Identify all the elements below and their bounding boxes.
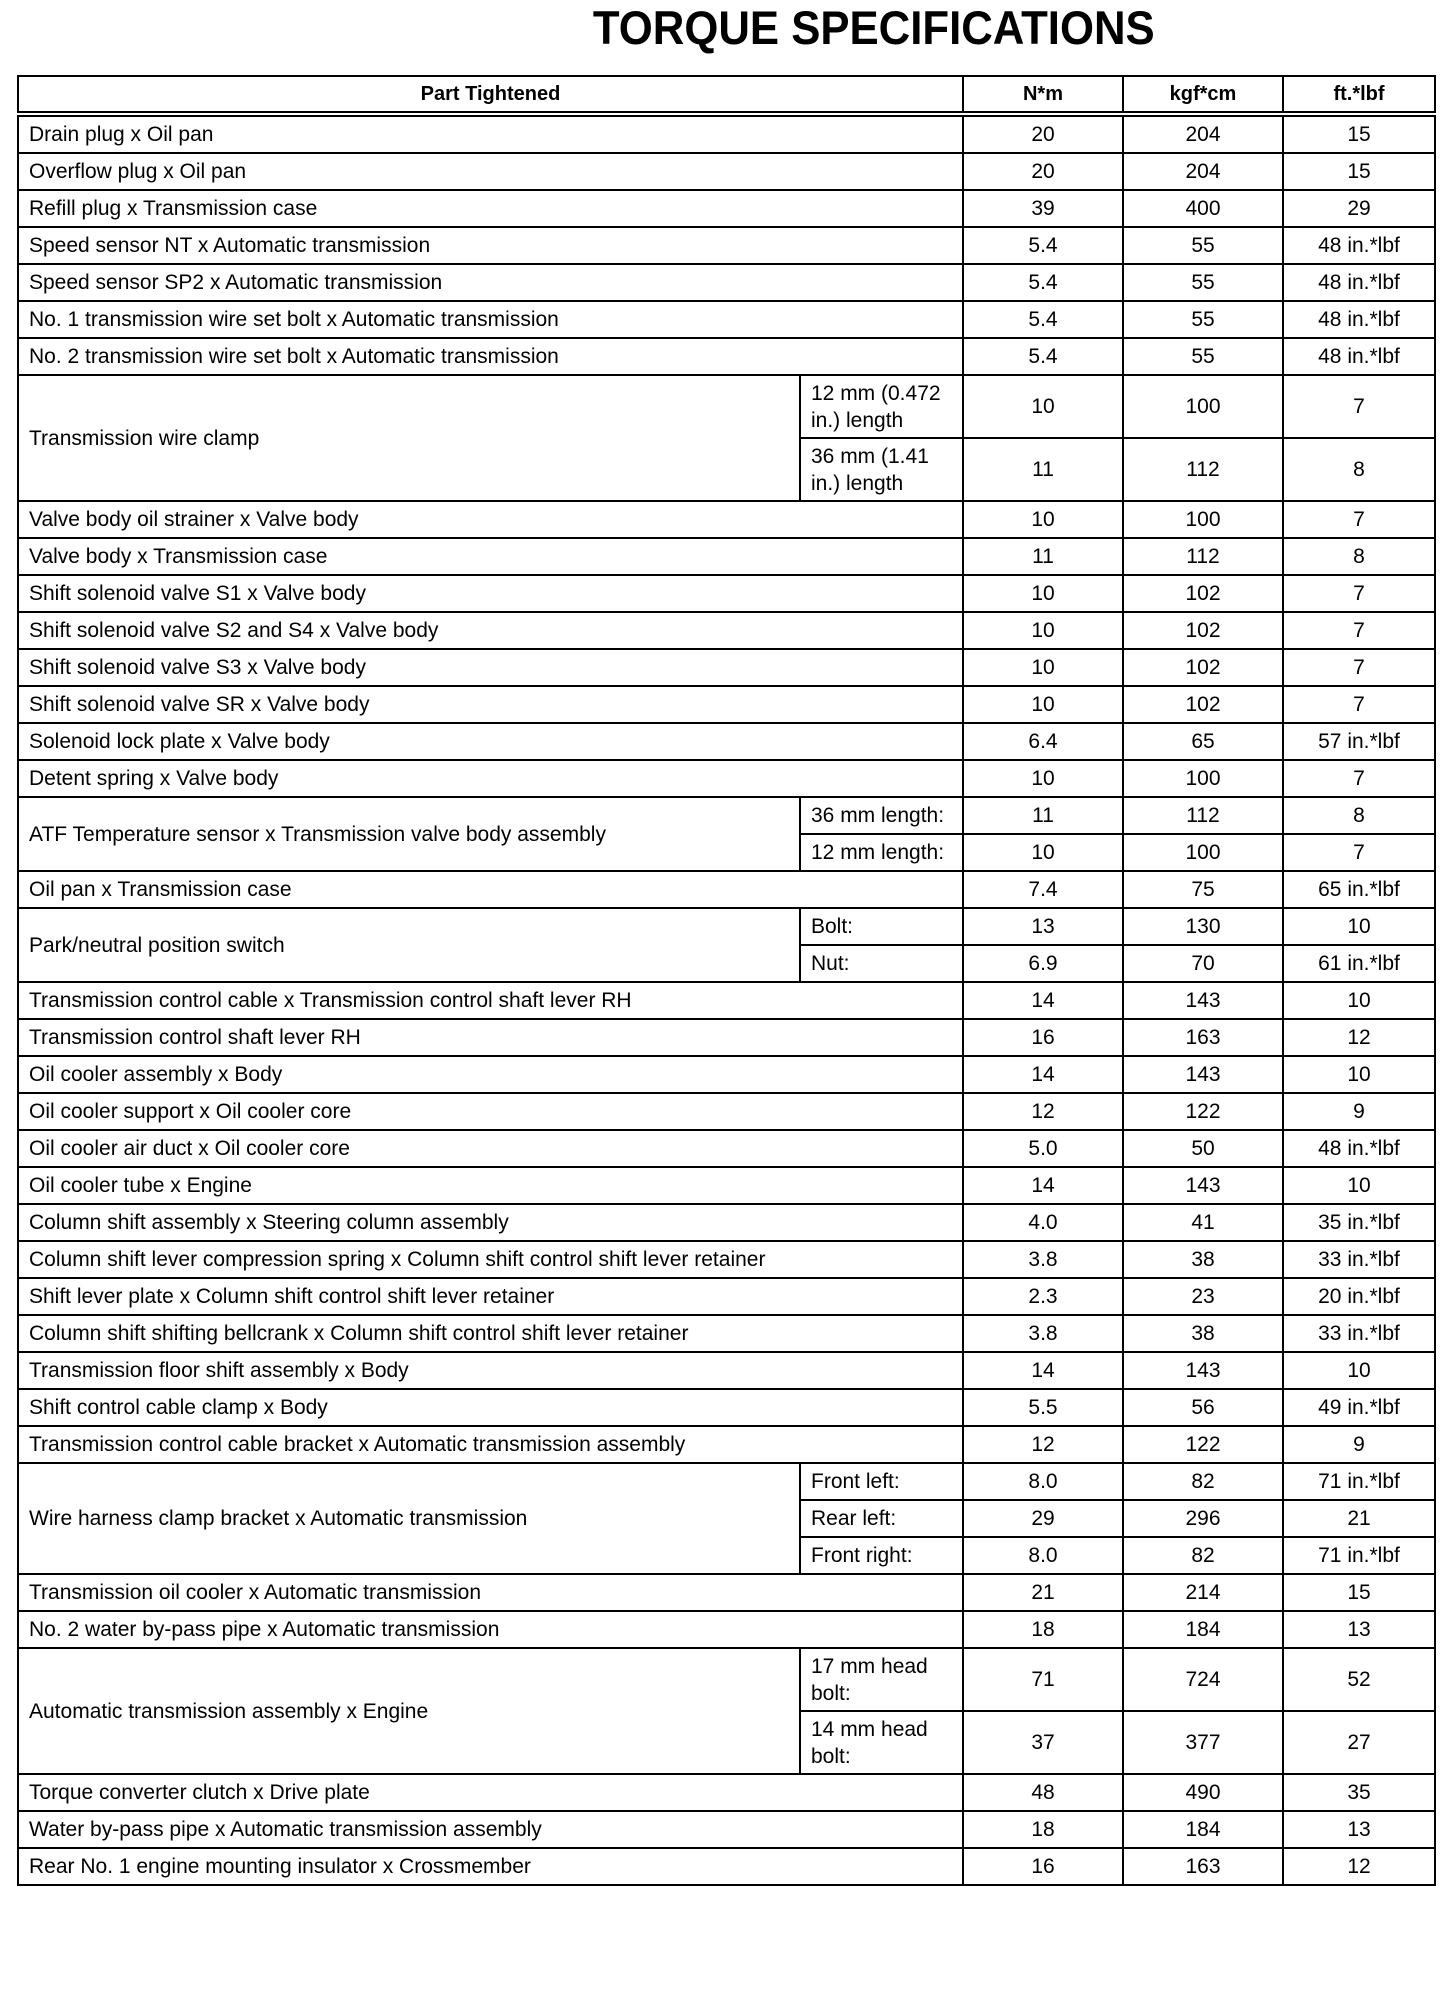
part-name-cell: Oil cooler support x Oil cooler core bbox=[18, 1093, 963, 1130]
kgf-cm-cell: 184 bbox=[1123, 1611, 1283, 1648]
ft-lbf-cell: 71 in.*lbf bbox=[1283, 1463, 1435, 1500]
sub-condition-cell: 17 mm head bolt: bbox=[800, 1648, 963, 1711]
part-name-cell: Oil cooler air duct x Oil cooler core bbox=[18, 1130, 963, 1167]
table-row bbox=[18, 1574, 1435, 1611]
table-row bbox=[18, 153, 1435, 190]
table-row bbox=[18, 501, 1435, 538]
ft-lbf-cell: 48 in.*lbf bbox=[1283, 264, 1435, 301]
kgf-cm-cell: 112 bbox=[1123, 797, 1283, 834]
table-row bbox=[18, 908, 1435, 945]
nm-cell: 10 bbox=[963, 649, 1123, 686]
ft-lbf-cell: 48 in.*lbf bbox=[1283, 338, 1435, 375]
torque-spec-table bbox=[17, 75, 1436, 1886]
ft-lbf-cell: 7 bbox=[1283, 649, 1435, 686]
part-name-cell: No. 2 water by-pass pipe x Automatic transmission bbox=[18, 1611, 963, 1648]
kgf-cm-cell: 122 bbox=[1123, 1426, 1283, 1463]
ft-lbf-cell: 65 in.*lbf bbox=[1283, 871, 1435, 908]
table-row bbox=[18, 686, 1435, 723]
nm-cell: 18 bbox=[963, 1611, 1123, 1648]
kgf-cm-cell: 102 bbox=[1123, 575, 1283, 612]
nm-cell: 12 bbox=[963, 1426, 1123, 1463]
header-ft-lbf: ft.*lbf bbox=[1283, 76, 1435, 114]
kgf-cm-cell: 296 bbox=[1123, 1500, 1283, 1537]
nm-cell: 8.0 bbox=[963, 1537, 1123, 1574]
kgf-cm-cell: 38 bbox=[1123, 1315, 1283, 1352]
part-name-cell: Transmission control cable bracket x Automatic transmission assembly bbox=[18, 1426, 963, 1463]
nm-cell: 20 bbox=[963, 114, 1123, 153]
table-row bbox=[18, 1389, 1435, 1426]
kgf-cm-cell: 55 bbox=[1123, 227, 1283, 264]
part-name-cell: Shift solenoid valve S1 x Valve body bbox=[18, 575, 963, 612]
part-name-cell: Torque converter clutch x Drive plate bbox=[18, 1774, 963, 1811]
nm-cell: 13 bbox=[963, 908, 1123, 945]
table-row bbox=[18, 190, 1435, 227]
sub-condition-cell: Nut: bbox=[800, 945, 963, 982]
kgf-cm-cell: 214 bbox=[1123, 1574, 1283, 1611]
table-row bbox=[18, 1611, 1435, 1648]
nm-cell: 39 bbox=[963, 190, 1123, 227]
table-row bbox=[18, 538, 1435, 575]
part-name-cell: Park/neutral position switch bbox=[18, 908, 800, 982]
nm-cell: 7.4 bbox=[963, 871, 1123, 908]
part-name-cell: Drain plug x Oil pan bbox=[18, 114, 963, 153]
table-row bbox=[18, 1463, 1435, 1500]
nm-cell: 11 bbox=[963, 797, 1123, 834]
kgf-cm-cell: 204 bbox=[1123, 114, 1283, 153]
table-row bbox=[18, 649, 1435, 686]
ft-lbf-cell: 71 in.*lbf bbox=[1283, 1537, 1435, 1574]
part-name-cell: Shift solenoid valve S3 x Valve body bbox=[18, 649, 963, 686]
part-name-cell: Valve body oil strainer x Valve body bbox=[18, 501, 963, 538]
part-name-cell: Automatic transmission assembly x Engine bbox=[18, 1648, 800, 1774]
nm-cell: 10 bbox=[963, 834, 1123, 871]
table-row bbox=[18, 1648, 1435, 1711]
kgf-cm-cell: 143 bbox=[1123, 1056, 1283, 1093]
table-row bbox=[18, 227, 1435, 264]
nm-cell: 21 bbox=[963, 1574, 1123, 1611]
ft-lbf-cell: 8 bbox=[1283, 438, 1435, 501]
ft-lbf-cell: 15 bbox=[1283, 153, 1435, 190]
ft-lbf-cell: 20 in.*lbf bbox=[1283, 1278, 1435, 1315]
nm-cell: 14 bbox=[963, 1167, 1123, 1204]
ft-lbf-cell: 7 bbox=[1283, 686, 1435, 723]
header-row bbox=[18, 76, 1435, 114]
kgf-cm-cell: 50 bbox=[1123, 1130, 1283, 1167]
ft-lbf-cell: 33 in.*lbf bbox=[1283, 1241, 1435, 1278]
part-name-cell: Oil pan x Transmission case bbox=[18, 871, 963, 908]
ft-lbf-cell: 7 bbox=[1283, 501, 1435, 538]
ft-lbf-cell: 13 bbox=[1283, 1611, 1435, 1648]
ft-lbf-cell: 27 bbox=[1283, 1711, 1435, 1774]
sub-condition-cell: Front left: bbox=[800, 1463, 963, 1500]
kgf-cm-cell: 112 bbox=[1123, 438, 1283, 501]
part-name-cell: Transmission control shaft lever RH bbox=[18, 1019, 963, 1056]
kgf-cm-cell: 38 bbox=[1123, 1241, 1283, 1278]
kgf-cm-cell: 102 bbox=[1123, 686, 1283, 723]
part-name-cell: Column shift lever compression spring x Column shift control shift lever retainer bbox=[18, 1241, 963, 1278]
kgf-cm-cell: 82 bbox=[1123, 1537, 1283, 1574]
nm-cell: 6.9 bbox=[963, 945, 1123, 982]
kgf-cm-cell: 184 bbox=[1123, 1811, 1283, 1848]
nm-cell: 4.0 bbox=[963, 1204, 1123, 1241]
kgf-cm-cell: 143 bbox=[1123, 982, 1283, 1019]
nm-cell: 5.0 bbox=[963, 1130, 1123, 1167]
nm-cell: 5.4 bbox=[963, 227, 1123, 264]
table-row bbox=[18, 871, 1435, 908]
nm-cell: 3.8 bbox=[963, 1315, 1123, 1352]
header-kgf-cm: kgf*cm bbox=[1123, 76, 1283, 114]
kgf-cm-cell: 70 bbox=[1123, 945, 1283, 982]
ft-lbf-cell: 15 bbox=[1283, 1574, 1435, 1611]
ft-lbf-cell: 21 bbox=[1283, 1500, 1435, 1537]
table-row bbox=[18, 301, 1435, 338]
table-row bbox=[18, 1278, 1435, 1315]
ft-lbf-cell: 48 in.*lbf bbox=[1283, 301, 1435, 338]
kgf-cm-cell: 122 bbox=[1123, 1093, 1283, 1130]
table-row bbox=[18, 1774, 1435, 1811]
part-name-cell: Transmission control cable x Transmission control shaft lever RH bbox=[18, 982, 963, 1019]
kgf-cm-cell: 55 bbox=[1123, 264, 1283, 301]
part-name-cell: No. 2 transmission wire set bolt x Automatic transmission bbox=[18, 338, 963, 375]
table-body bbox=[18, 114, 1435, 1885]
kgf-cm-cell: 102 bbox=[1123, 649, 1283, 686]
kgf-cm-cell: 204 bbox=[1123, 153, 1283, 190]
part-name-cell: Transmission oil cooler x Automatic transmission bbox=[18, 1574, 963, 1611]
kgf-cm-cell: 100 bbox=[1123, 375, 1283, 438]
part-name-cell: Water by-pass pipe x Automatic transmission assembly bbox=[18, 1811, 963, 1848]
table-row bbox=[18, 797, 1435, 834]
ft-lbf-cell: 10 bbox=[1283, 1167, 1435, 1204]
part-name-cell: Oil cooler tube x Engine bbox=[18, 1167, 963, 1204]
part-name-cell: ATF Temperature sensor x Transmission valve body assembly bbox=[18, 797, 800, 871]
part-name-cell: Column shift assembly x Steering column assembly bbox=[18, 1204, 963, 1241]
ft-lbf-cell: 10 bbox=[1283, 908, 1435, 945]
nm-cell: 18 bbox=[963, 1811, 1123, 1848]
nm-cell: 3.8 bbox=[963, 1241, 1123, 1278]
nm-cell: 10 bbox=[963, 612, 1123, 649]
ft-lbf-cell: 48 in.*lbf bbox=[1283, 227, 1435, 264]
ft-lbf-cell: 33 in.*lbf bbox=[1283, 1315, 1435, 1352]
nm-cell: 8.0 bbox=[963, 1463, 1123, 1500]
nm-cell: 14 bbox=[963, 1056, 1123, 1093]
header-nm: N*m bbox=[963, 76, 1123, 114]
ft-lbf-cell: 8 bbox=[1283, 538, 1435, 575]
part-name-cell: Transmission floor shift assembly x Body bbox=[18, 1352, 963, 1389]
sub-condition-cell: Bolt: bbox=[800, 908, 963, 945]
table-row bbox=[18, 1167, 1435, 1204]
ft-lbf-cell: 7 bbox=[1283, 612, 1435, 649]
nm-cell: 14 bbox=[963, 1352, 1123, 1389]
nm-cell: 2.3 bbox=[963, 1278, 1123, 1315]
kgf-cm-cell: 724 bbox=[1123, 1648, 1283, 1711]
table-row bbox=[18, 1093, 1435, 1130]
sub-condition-cell: 36 mm length: bbox=[800, 797, 963, 834]
ft-lbf-cell: 29 bbox=[1283, 190, 1435, 227]
kgf-cm-cell: 75 bbox=[1123, 871, 1283, 908]
table-row bbox=[18, 1426, 1435, 1463]
kgf-cm-cell: 41 bbox=[1123, 1204, 1283, 1241]
ft-lbf-cell: 9 bbox=[1283, 1426, 1435, 1463]
part-name-cell: Overflow plug x Oil pan bbox=[18, 153, 963, 190]
table-row bbox=[18, 723, 1435, 760]
part-name-cell: Speed sensor SP2 x Automatic transmission bbox=[18, 264, 963, 301]
ft-lbf-cell: 8 bbox=[1283, 797, 1435, 834]
ft-lbf-cell: 12 bbox=[1283, 1848, 1435, 1885]
part-name-cell: Shift solenoid valve S2 and S4 x Valve body bbox=[18, 612, 963, 649]
table-row bbox=[18, 1811, 1435, 1848]
nm-cell: 12 bbox=[963, 1093, 1123, 1130]
nm-cell: 10 bbox=[963, 760, 1123, 797]
table-row bbox=[18, 1019, 1435, 1056]
ft-lbf-cell: 15 bbox=[1283, 114, 1435, 153]
part-name-cell: Speed sensor NT x Automatic transmission bbox=[18, 227, 963, 264]
kgf-cm-cell: 130 bbox=[1123, 908, 1283, 945]
part-name-cell: Transmission wire clamp bbox=[18, 375, 800, 501]
table-row bbox=[18, 338, 1435, 375]
nm-cell: 16 bbox=[963, 1019, 1123, 1056]
ft-lbf-cell: 35 bbox=[1283, 1774, 1435, 1811]
part-name-cell: Detent spring x Valve body bbox=[18, 760, 963, 797]
nm-cell: 10 bbox=[963, 575, 1123, 612]
ft-lbf-cell: 12 bbox=[1283, 1019, 1435, 1056]
nm-cell: 16 bbox=[963, 1848, 1123, 1885]
part-name-cell: Wire harness clamp bracket x Automatic transmission bbox=[18, 1463, 800, 1574]
ft-lbf-cell: 9 bbox=[1283, 1093, 1435, 1130]
nm-cell: 29 bbox=[963, 1500, 1123, 1537]
sub-condition-cell: 14 mm head bolt: bbox=[800, 1711, 963, 1774]
kgf-cm-cell: 143 bbox=[1123, 1167, 1283, 1204]
ft-lbf-cell: 35 in.*lbf bbox=[1283, 1204, 1435, 1241]
nm-cell: 37 bbox=[963, 1711, 1123, 1774]
table-row bbox=[18, 1315, 1435, 1352]
kgf-cm-cell: 55 bbox=[1123, 301, 1283, 338]
sub-condition-cell: Front right: bbox=[800, 1537, 963, 1574]
ft-lbf-cell: 48 in.*lbf bbox=[1283, 1130, 1435, 1167]
kgf-cm-cell: 100 bbox=[1123, 760, 1283, 797]
ft-lbf-cell: 10 bbox=[1283, 982, 1435, 1019]
nm-cell: 71 bbox=[963, 1648, 1123, 1711]
part-name-cell: Refill plug x Transmission case bbox=[18, 190, 963, 227]
kgf-cm-cell: 55 bbox=[1123, 338, 1283, 375]
part-name-cell: Shift lever plate x Column shift control shift lever retainer bbox=[18, 1278, 963, 1315]
ft-lbf-cell: 7 bbox=[1283, 834, 1435, 871]
kgf-cm-cell: 102 bbox=[1123, 612, 1283, 649]
ft-lbf-cell: 7 bbox=[1283, 575, 1435, 612]
sub-condition-cell: 12 mm (0.472 in.) length bbox=[800, 375, 963, 438]
sub-condition-cell: 12 mm length: bbox=[800, 834, 963, 871]
kgf-cm-cell: 377 bbox=[1123, 1711, 1283, 1774]
part-name-cell: Shift solenoid valve SR x Valve body bbox=[18, 686, 963, 723]
nm-cell: 6.4 bbox=[963, 723, 1123, 760]
table-row bbox=[18, 1130, 1435, 1167]
table-row bbox=[18, 114, 1435, 153]
ft-lbf-cell: 57 in.*lbf bbox=[1283, 723, 1435, 760]
part-name-cell: Solenoid lock plate x Valve body bbox=[18, 723, 963, 760]
kgf-cm-cell: 100 bbox=[1123, 501, 1283, 538]
ft-lbf-cell: 61 in.*lbf bbox=[1283, 945, 1435, 982]
nm-cell: 14 bbox=[963, 982, 1123, 1019]
ft-lbf-cell: 7 bbox=[1283, 375, 1435, 438]
header-part-tightened: Part Tightened bbox=[18, 76, 963, 114]
ft-lbf-cell: 10 bbox=[1283, 1056, 1435, 1093]
table-row bbox=[18, 1204, 1435, 1241]
kgf-cm-cell: 143 bbox=[1123, 1352, 1283, 1389]
kgf-cm-cell: 65 bbox=[1123, 723, 1283, 760]
part-name-cell: Valve body x Transmission case bbox=[18, 538, 963, 575]
table-row bbox=[18, 375, 1435, 438]
nm-cell: 5.5 bbox=[963, 1389, 1123, 1426]
kgf-cm-cell: 82 bbox=[1123, 1463, 1283, 1500]
nm-cell: 5.4 bbox=[963, 338, 1123, 375]
nm-cell: 20 bbox=[963, 153, 1123, 190]
page-title: TORQUE SPECIFICATIONS bbox=[592, 1, 1155, 54]
table-row bbox=[18, 1352, 1435, 1389]
part-name-cell: Rear No. 1 engine mounting insulator x Crossmember bbox=[18, 1848, 963, 1885]
table-row bbox=[18, 612, 1435, 649]
table-row bbox=[18, 760, 1435, 797]
nm-cell: 10 bbox=[963, 375, 1123, 438]
sub-condition-cell: 36 mm (1.41 in.) length bbox=[800, 438, 963, 501]
kgf-cm-cell: 56 bbox=[1123, 1389, 1283, 1426]
kgf-cm-cell: 400 bbox=[1123, 190, 1283, 227]
table-row bbox=[18, 1056, 1435, 1093]
ft-lbf-cell: 13 bbox=[1283, 1811, 1435, 1848]
nm-cell: 11 bbox=[963, 538, 1123, 575]
table-row bbox=[18, 575, 1435, 612]
kgf-cm-cell: 23 bbox=[1123, 1278, 1283, 1315]
ft-lbf-cell: 52 bbox=[1283, 1648, 1435, 1711]
table-row bbox=[18, 264, 1435, 301]
part-name-cell: Shift control cable clamp x Body bbox=[18, 1389, 963, 1426]
nm-cell: 10 bbox=[963, 686, 1123, 723]
part-name-cell: Column shift shifting bellcrank x Column shift control shift lever retainer bbox=[18, 1315, 963, 1352]
nm-cell: 5.4 bbox=[963, 264, 1123, 301]
kgf-cm-cell: 112 bbox=[1123, 538, 1283, 575]
kgf-cm-cell: 100 bbox=[1123, 834, 1283, 871]
nm-cell: 10 bbox=[963, 501, 1123, 538]
sub-condition-cell: Rear left: bbox=[800, 1500, 963, 1537]
table-row bbox=[18, 1848, 1435, 1885]
nm-cell: 48 bbox=[963, 1774, 1123, 1811]
table-row bbox=[18, 982, 1435, 1019]
ft-lbf-cell: 49 in.*lbf bbox=[1283, 1389, 1435, 1426]
nm-cell: 11 bbox=[963, 438, 1123, 501]
part-name-cell: Oil cooler assembly x Body bbox=[18, 1056, 963, 1093]
ft-lbf-cell: 7 bbox=[1283, 760, 1435, 797]
kgf-cm-cell: 163 bbox=[1123, 1019, 1283, 1056]
table-row bbox=[18, 1241, 1435, 1278]
nm-cell: 5.4 bbox=[963, 301, 1123, 338]
kgf-cm-cell: 490 bbox=[1123, 1774, 1283, 1811]
kgf-cm-cell: 163 bbox=[1123, 1848, 1283, 1885]
part-name-cell: No. 1 transmission wire set bolt x Automatic transmission bbox=[18, 301, 963, 338]
ft-lbf-cell: 10 bbox=[1283, 1352, 1435, 1389]
